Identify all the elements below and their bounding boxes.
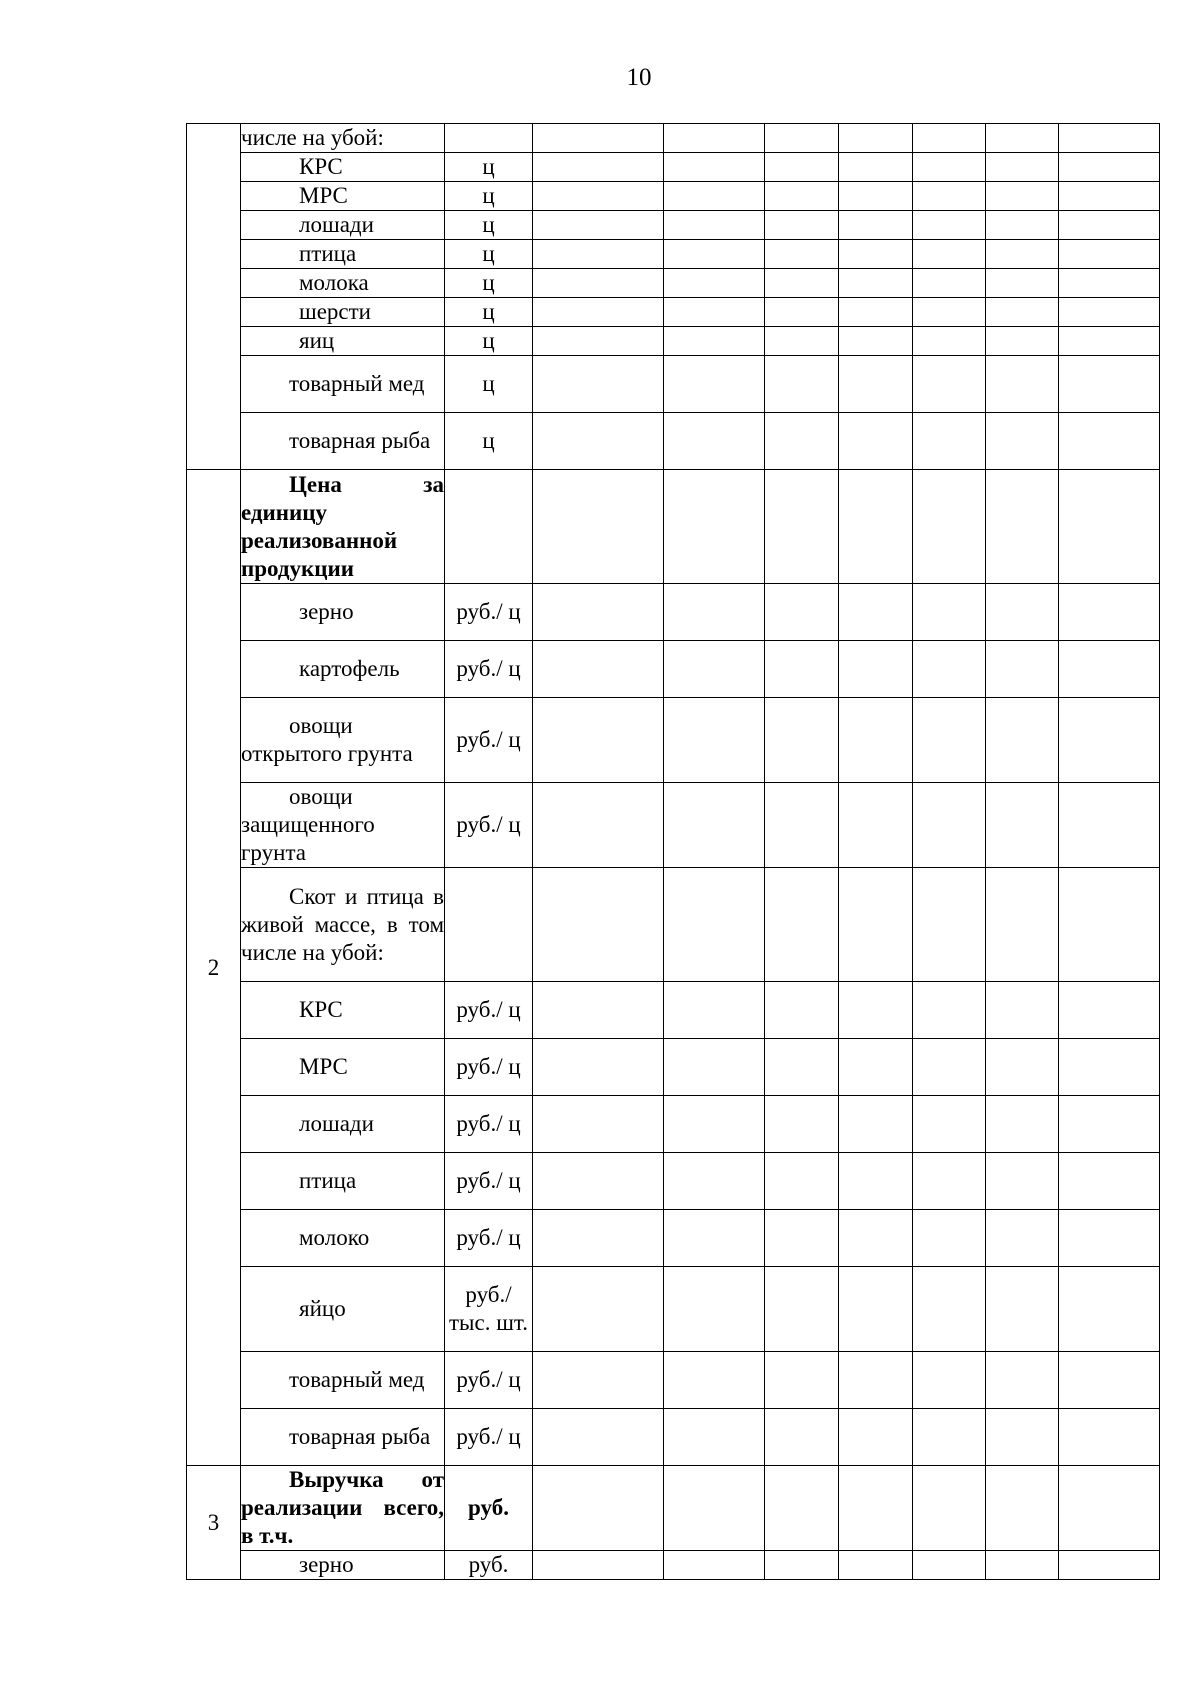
table-row	[187, 211, 1160, 240]
value-cell	[533, 1096, 664, 1153]
value-cell	[664, 182, 765, 211]
value-cell	[839, 1267, 913, 1352]
row-label: шерсти	[241, 298, 445, 327]
value-cell	[765, 240, 839, 269]
row-unit: ц	[445, 153, 533, 182]
value-cell	[533, 182, 664, 211]
value-cell	[533, 470, 664, 584]
row-unit: руб./ ц	[445, 1210, 533, 1267]
value-cell	[533, 327, 664, 356]
table-row	[187, 783, 1160, 868]
row-unit	[445, 124, 533, 153]
value-cell	[839, 1039, 913, 1096]
table-row	[187, 1409, 1160, 1466]
value-cell	[1059, 356, 1160, 413]
value-cell	[664, 1096, 765, 1153]
row-unit: ц	[445, 356, 533, 413]
row-label: овощи защищенного грунта	[241, 783, 445, 868]
value-cell	[533, 641, 664, 698]
row-unit: руб./ ц	[445, 1409, 533, 1466]
value-cell	[1059, 413, 1160, 470]
value-cell	[533, 153, 664, 182]
value-cell	[839, 868, 913, 982]
value-cell	[839, 153, 913, 182]
row-unit: ц	[445, 413, 533, 470]
value-cell	[533, 1039, 664, 1096]
value-cell	[765, 641, 839, 698]
value-cell	[664, 413, 765, 470]
value-cell	[986, 1039, 1059, 1096]
value-cell	[765, 356, 839, 413]
value-cell	[913, 211, 986, 240]
value-cell	[986, 153, 1059, 182]
value-cell	[913, 1210, 986, 1267]
value-cell	[664, 783, 765, 868]
table-row	[187, 1039, 1160, 1096]
value-cell	[1059, 153, 1160, 182]
value-cell	[533, 584, 664, 641]
value-cell	[765, 327, 839, 356]
section-number: 3	[187, 1466, 241, 1580]
row-label: Выручка от реализации всего, в т.ч.	[241, 1466, 445, 1551]
value-cell	[986, 868, 1059, 982]
value-cell	[765, 982, 839, 1039]
value-cell	[664, 153, 765, 182]
row-label: КРС	[241, 153, 445, 182]
table-row	[187, 356, 1160, 413]
value-cell	[533, 1409, 664, 1466]
table-row	[187, 124, 1160, 153]
value-cell	[765, 698, 839, 783]
value-cell	[664, 1153, 765, 1210]
row-label: Скот и птица в живой массе, в том числе на убой:	[241, 868, 445, 982]
value-cell	[1059, 641, 1160, 698]
row-unit: ц	[445, 327, 533, 356]
table-row	[187, 1267, 1160, 1352]
value-cell	[986, 327, 1059, 356]
value-cell	[986, 356, 1059, 413]
row-label: товарный мед	[241, 356, 445, 413]
table-row	[187, 327, 1160, 356]
value-cell	[986, 470, 1059, 584]
value-cell	[664, 298, 765, 327]
value-cell	[664, 982, 765, 1039]
value-cell	[839, 982, 913, 1039]
row-unit	[445, 868, 533, 982]
table-row	[187, 698, 1160, 783]
value-cell	[1059, 584, 1160, 641]
value-cell	[765, 783, 839, 868]
value-cell	[533, 211, 664, 240]
value-cell	[765, 1153, 839, 1210]
row-unit: ц	[445, 240, 533, 269]
row-label: КРС	[241, 982, 445, 1039]
row-unit: ц	[445, 269, 533, 298]
value-cell	[839, 698, 913, 783]
row-unit: руб.	[445, 1551, 533, 1580]
value-cell	[913, 1039, 986, 1096]
value-cell	[986, 269, 1059, 298]
value-cell	[664, 1551, 765, 1580]
value-cell	[533, 1210, 664, 1267]
table-row	[187, 298, 1160, 327]
value-cell	[913, 1267, 986, 1352]
value-cell	[986, 1466, 1059, 1551]
value-cell	[839, 1153, 913, 1210]
row-unit: руб.	[445, 1466, 533, 1551]
row-label: МРС	[241, 182, 445, 211]
row-unit: ц	[445, 182, 533, 211]
value-cell	[664, 240, 765, 269]
value-cell	[664, 1409, 765, 1466]
value-cell	[1059, 1466, 1160, 1551]
row-label: картофель	[241, 641, 445, 698]
row-label: молока	[241, 269, 445, 298]
row-label: птица	[241, 240, 445, 269]
value-cell	[913, 1466, 986, 1551]
table-row	[187, 584, 1160, 641]
value-cell	[765, 298, 839, 327]
value-cell	[839, 356, 913, 413]
value-cell	[533, 1153, 664, 1210]
row-unit: руб./ ц	[445, 641, 533, 698]
value-cell	[913, 1153, 986, 1210]
value-cell	[1059, 1551, 1160, 1580]
value-cell	[1059, 1409, 1160, 1466]
row-unit: руб./ тыс. шт.	[445, 1267, 533, 1352]
value-cell	[533, 298, 664, 327]
value-cell	[839, 298, 913, 327]
value-cell	[664, 470, 765, 584]
row-label: молоко	[241, 1210, 445, 1267]
value-cell	[533, 413, 664, 470]
value-cell	[986, 413, 1059, 470]
value-cell	[986, 211, 1059, 240]
value-cell	[533, 783, 664, 868]
row-label: яйцо	[241, 1267, 445, 1352]
value-cell	[765, 1039, 839, 1096]
value-cell	[839, 211, 913, 240]
value-cell	[765, 470, 839, 584]
value-cell	[664, 327, 765, 356]
value-cell	[533, 1352, 664, 1409]
row-unit: ц	[445, 211, 533, 240]
value-cell	[664, 584, 765, 641]
value-cell	[913, 269, 986, 298]
value-cell	[986, 1267, 1059, 1352]
value-cell	[986, 1210, 1059, 1267]
value-cell	[533, 982, 664, 1039]
row-label: товарная рыба	[241, 413, 445, 470]
value-cell	[839, 124, 913, 153]
table-row	[187, 470, 1160, 584]
value-cell	[986, 1153, 1059, 1210]
value-cell	[913, 124, 986, 153]
row-label: товарная рыба	[241, 1409, 445, 1466]
value-cell	[839, 783, 913, 868]
data-table	[186, 123, 1160, 1580]
value-cell	[913, 982, 986, 1039]
value-cell	[839, 1210, 913, 1267]
value-cell	[913, 470, 986, 584]
table-row	[187, 269, 1160, 298]
value-cell	[913, 1551, 986, 1580]
value-cell	[913, 413, 986, 470]
value-cell	[1059, 1039, 1160, 1096]
value-cell	[986, 1096, 1059, 1153]
value-cell	[839, 1466, 913, 1551]
value-cell	[765, 182, 839, 211]
value-cell	[1059, 327, 1160, 356]
value-cell	[1059, 698, 1160, 783]
row-unit: руб./ ц	[445, 982, 533, 1039]
value-cell	[913, 240, 986, 269]
value-cell	[913, 584, 986, 641]
value-cell	[533, 356, 664, 413]
value-cell	[765, 868, 839, 982]
value-cell	[1059, 182, 1160, 211]
table-row	[187, 1551, 1160, 1580]
row-unit: руб./ ц	[445, 1352, 533, 1409]
value-cell	[765, 1352, 839, 1409]
value-cell	[765, 153, 839, 182]
value-cell	[839, 641, 913, 698]
value-cell	[1059, 240, 1160, 269]
table-row	[187, 868, 1160, 982]
table-row	[187, 1210, 1160, 1267]
value-cell	[839, 1096, 913, 1153]
value-cell	[765, 1096, 839, 1153]
value-cell	[664, 356, 765, 413]
row-label: товарный мед	[241, 1352, 445, 1409]
value-cell	[664, 868, 765, 982]
value-cell	[986, 982, 1059, 1039]
value-cell	[765, 1551, 839, 1580]
value-cell	[1059, 124, 1160, 153]
value-cell	[913, 1352, 986, 1409]
row-unit	[445, 470, 533, 584]
value-cell	[986, 124, 1059, 153]
value-cell	[533, 868, 664, 982]
section-number	[187, 124, 241, 470]
value-cell	[765, 124, 839, 153]
value-cell	[1059, 1153, 1160, 1210]
value-cell	[664, 641, 765, 698]
value-cell	[533, 1551, 664, 1580]
value-cell	[986, 584, 1059, 641]
value-cell	[986, 1409, 1059, 1466]
value-cell	[913, 698, 986, 783]
row-label: лошади	[241, 1096, 445, 1153]
row-unit: руб./ ц	[445, 1039, 533, 1096]
table-row	[187, 413, 1160, 470]
value-cell	[765, 413, 839, 470]
value-cell	[533, 1267, 664, 1352]
table-row	[187, 1352, 1160, 1409]
value-cell	[913, 182, 986, 211]
value-cell	[1059, 298, 1160, 327]
value-cell	[913, 783, 986, 868]
value-cell	[533, 269, 664, 298]
row-label: птица	[241, 1153, 445, 1210]
page-number: 10	[626, 64, 652, 91]
value-cell	[664, 269, 765, 298]
value-cell	[986, 182, 1059, 211]
value-cell	[533, 1466, 664, 1551]
row-label: зерно	[241, 1551, 445, 1580]
value-cell	[913, 153, 986, 182]
value-cell	[664, 1267, 765, 1352]
value-cell	[664, 1466, 765, 1551]
value-cell	[533, 698, 664, 783]
table-row	[187, 182, 1160, 211]
value-cell	[1059, 1096, 1160, 1153]
value-cell	[839, 584, 913, 641]
value-cell	[913, 1096, 986, 1153]
value-cell	[986, 698, 1059, 783]
value-cell	[664, 698, 765, 783]
value-cell	[1059, 470, 1160, 584]
value-cell	[1059, 269, 1160, 298]
value-cell	[664, 211, 765, 240]
table-row	[187, 1466, 1160, 1551]
table-row	[187, 1153, 1160, 1210]
row-label: зерно	[241, 584, 445, 641]
value-cell	[765, 211, 839, 240]
value-cell	[839, 269, 913, 298]
row-label: числе на убой:	[241, 124, 445, 153]
value-cell	[986, 298, 1059, 327]
value-cell	[1059, 783, 1160, 868]
value-cell	[839, 413, 913, 470]
row-unit: руб./ ц	[445, 698, 533, 783]
value-cell	[839, 470, 913, 584]
row-unit: руб./ ц	[445, 1096, 533, 1153]
value-cell	[986, 783, 1059, 868]
value-cell	[1059, 1210, 1160, 1267]
table-row	[187, 240, 1160, 269]
row-unit: ц	[445, 298, 533, 327]
value-cell	[986, 240, 1059, 269]
row-unit: руб./ ц	[445, 584, 533, 641]
table-row	[187, 982, 1160, 1039]
value-cell	[913, 356, 986, 413]
value-cell	[765, 1267, 839, 1352]
value-cell	[839, 327, 913, 356]
value-cell	[913, 641, 986, 698]
value-cell	[664, 1039, 765, 1096]
value-cell	[986, 1352, 1059, 1409]
table-row	[187, 641, 1160, 698]
value-cell	[839, 1409, 913, 1466]
table-row	[187, 1096, 1160, 1153]
value-cell	[913, 1409, 986, 1466]
value-cell	[913, 298, 986, 327]
value-cell	[664, 124, 765, 153]
row-label: Цена за единицу реализованной продукции	[241, 470, 445, 584]
value-cell	[986, 641, 1059, 698]
row-label: МРС	[241, 1039, 445, 1096]
value-cell	[1059, 1352, 1160, 1409]
value-cell	[765, 1210, 839, 1267]
value-cell	[765, 269, 839, 298]
table-row	[187, 153, 1160, 182]
value-cell	[765, 1466, 839, 1551]
value-cell	[839, 1352, 913, 1409]
row-label: лошади	[241, 211, 445, 240]
row-unit: руб./ ц	[445, 1153, 533, 1210]
value-cell	[664, 1352, 765, 1409]
value-cell	[533, 240, 664, 269]
value-cell	[664, 1210, 765, 1267]
value-cell	[839, 1551, 913, 1580]
value-cell	[839, 240, 913, 269]
value-cell	[913, 868, 986, 982]
value-cell	[1059, 1267, 1160, 1352]
value-cell	[839, 182, 913, 211]
value-cell	[1059, 982, 1160, 1039]
value-cell	[765, 584, 839, 641]
value-cell	[913, 327, 986, 356]
row-label: овощи открытого грунта	[241, 698, 445, 783]
row-unit: руб./ ц	[445, 783, 533, 868]
value-cell	[533, 124, 664, 153]
value-cell	[765, 1409, 839, 1466]
value-cell	[1059, 211, 1160, 240]
value-cell	[986, 1551, 1059, 1580]
value-cell	[1059, 868, 1160, 982]
row-label: яиц	[241, 327, 445, 356]
section-number: 2	[187, 470, 241, 1466]
